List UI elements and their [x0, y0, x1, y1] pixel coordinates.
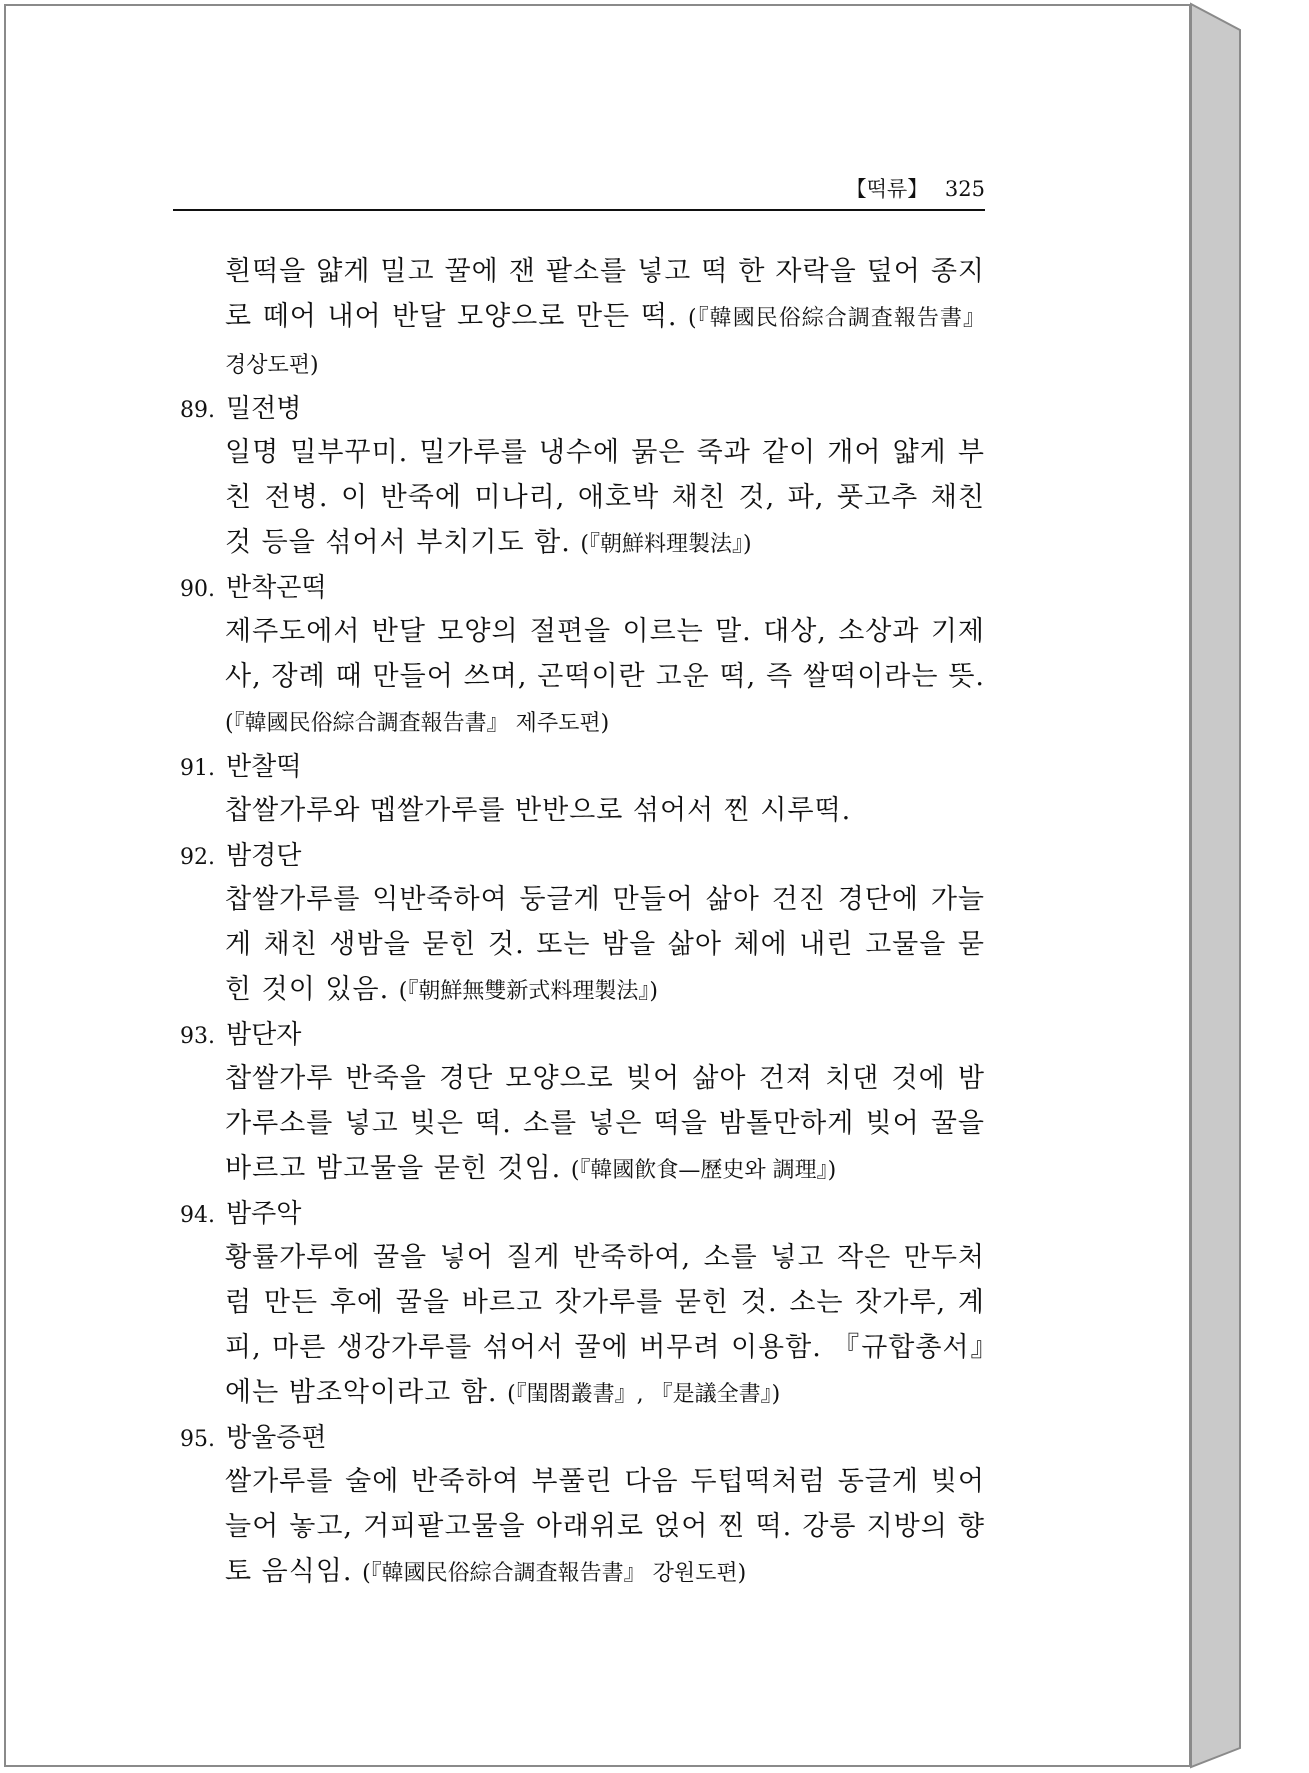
- entry-text: 제주도에서 반달 모양의 절편을 이르는 말. 대상, 소상과 기제사, 장례 때 만들어 쓰며, 곤떡이란 고운 떡, 즉 쌀떡이라는 뜻.: [225, 616, 985, 692]
- entry-90: [180, 567, 985, 746]
- entry-95: [180, 1417, 985, 1596]
- entry-91: [180, 746, 985, 835]
- entry-heading: [180, 746, 985, 788]
- entry-heading: [180, 1193, 985, 1235]
- continued-entry-body: [225, 249, 985, 388]
- entry-body: [225, 788, 985, 835]
- entry-number: 90.: [180, 577, 215, 602]
- entry-heading: [180, 1014, 985, 1056]
- entry-text: 찹쌀가루를 익반죽하여 둥글게 만들어 삶아 건진 경단에 가늘게 채친 생밤을 묻힌 것. 또는 밤을 삶아 체에 내린 고물을 묻힌 것이 있음.: [225, 884, 985, 1005]
- entry-text: 찹쌀가루 반죽을 경단 모양으로 빚어 삶아 건져 치댄 것에 밤가루소를 넣고 빚은 떡. 소를 넣은 떡을 밤톨만하게 빚어 꿀을 바르고 밤고물을 묻힌 것임.: [225, 1063, 985, 1184]
- entry-number: 92.: [180, 845, 215, 870]
- entry-source: (『閨閤叢書』, 『是議全書』): [507, 1382, 781, 1407]
- entry-source: (『韓國民俗綜合調査報告書』 경상도편): [225, 306, 985, 378]
- entry-source: (『韓國民俗綜合調査報告書』 제주도편): [225, 711, 610, 736]
- entry-text: 황률가루에 꿀을 넣어 질게 반죽하여, 소를 넣고 작은 만두처럼 만든 후에 꿀을 바르고 잣가루를 묻힌 것. 소는 잣가루, 계피, 마른 생강가루를 섞어서 꿀에 버무려 이용함. 『규합총서』에는 밤조악이라고 함.: [225, 1242, 985, 1408]
- entry-title: 밤단자: [226, 1020, 302, 1050]
- entry-body: [225, 1235, 985, 1417]
- entry-number: 91.: [180, 756, 215, 781]
- entry-title: 밀전병: [226, 394, 302, 424]
- section-label: 【떡류】: [845, 177, 929, 201]
- entry-source: (『朝鮮無雙新式料理製法』): [398, 979, 658, 1004]
- entry-source: (『韓國民俗綜合調査報告書』 강원도편): [362, 1561, 747, 1586]
- entry-body: [225, 609, 985, 746]
- entry-93: [180, 1014, 985, 1193]
- entry-text: 쌀가루를 술에 반죽하여 부풀린 다음 두텁떡처럼 동글게 빚어 늘어 놓고, 거피팥고물을 아래위로 얹어 찐 떡. 강릉 지방의 향토 음식임.: [225, 1466, 985, 1587]
- entry-title: 밤주악: [226, 1199, 302, 1229]
- entry-body: [225, 1459, 985, 1596]
- entry-92: [180, 835, 985, 1014]
- entry-title: 반착곤떡: [226, 573, 327, 603]
- entry-source: (『朝鮮料理製法』): [580, 532, 752, 557]
- entry-94: [180, 1193, 985, 1417]
- entry-heading: [180, 388, 985, 430]
- page-number: 325: [944, 177, 985, 201]
- entry-heading: [180, 567, 985, 609]
- entry-source: (『韓國飮食—歷史와 調理』): [570, 1158, 837, 1183]
- entry-title: 방울증편: [226, 1423, 327, 1453]
- entry-text: 일명 밀부꾸미. 밀가루를 냉수에 묽은 죽과 같이 개어 얇게 부친 전병. 이 반죽에 미나리, 애호박 채친 것, 파, 풋고추 채친 것 등을 섞어서 부치기도 함.: [225, 437, 985, 558]
- entry-body: [225, 430, 985, 567]
- entry-number: 94.: [180, 1203, 215, 1228]
- running-head: [836, 173, 985, 203]
- entry-text: 흰떡을 얇게 밀고 꿀에 잰 팥소를 넣고 떡 한 자락을 덮어 종지로 떼어 내어 반달 모양으로 만든 떡.: [225, 256, 985, 332]
- entry-title: 반찰떡: [226, 752, 302, 782]
- entry-list: [180, 249, 985, 1596]
- entry-heading: [180, 835, 985, 877]
- entry-body: [225, 1056, 985, 1193]
- header-rule: [173, 209, 985, 211]
- entry-89: [180, 388, 985, 567]
- entry-number: 93.: [180, 1024, 215, 1049]
- running-header: [173, 175, 985, 211]
- entry-body: [225, 877, 985, 1014]
- entry-title: 밤경단: [226, 841, 302, 871]
- entry-text: 찹쌀가루와 멥쌀가루를 반반으로 섞어서 찐 시루떡.: [225, 795, 852, 826]
- entry-heading: [180, 1417, 985, 1459]
- entry-number: 95.: [180, 1427, 215, 1452]
- entry-number: 89.: [180, 398, 215, 423]
